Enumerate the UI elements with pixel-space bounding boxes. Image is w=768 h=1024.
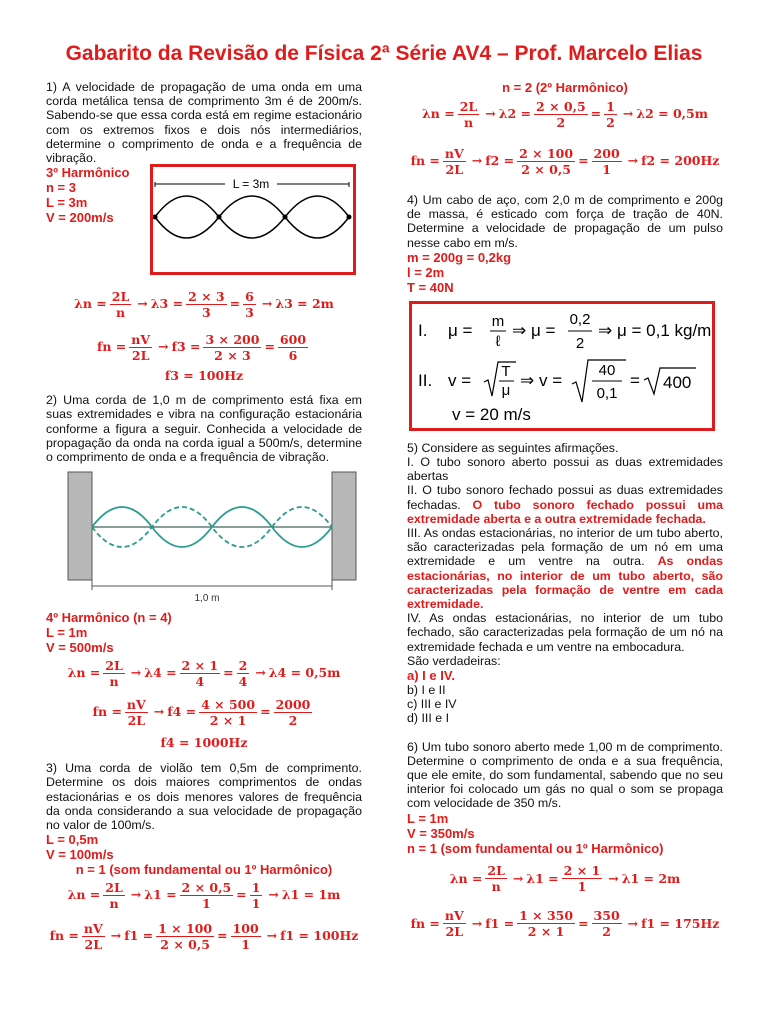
page-title: Gabarito da Revisão de Física 2ª Série AV4 – Prof. Marcelo Elias	[65, 42, 703, 65]
q3-case-n2: n = 2 (2º Harmônico)	[502, 80, 628, 95]
svg-text:2: 2	[575, 334, 585, 352]
q6-given: L = 1m V = 350m/s n = 1 (som fundamental ou 1º Harmônico)	[407, 810, 664, 856]
q2-wavelength-equation: λn = $\frac{2L}{n}$ → λ4 = $\frac{2 \times 1}{4}$ = $\frac{2}{4}$ → λ4 = 0,5m	[67, 657, 341, 689]
q6-wavelength-equation: λn = $\frac{2L}{n}$ → λ1 = $\frac{2 \times 1}{1}$ → λ1 = 2m	[449, 863, 681, 895]
q2-standing-wave-figure	[46, 470, 362, 610]
q1-wavelength-equation: λn = $\frac{2L}{n}$ → λ3 = $\frac{2 \times 3}{3}$ = $\frac{6}{3}$ → λ3 = 2m	[74, 288, 334, 320]
q1-frequency-equation: fn = $\frac{nV}{2L}$ → f3 = $\frac{3 \times 200}{2 \times 3}$ = $\frac{600}{6}$	[96, 331, 307, 363]
svg-text:II.: II.	[418, 370, 433, 390]
q5-intro: 5) Considere as seguintes afirmações.	[407, 440, 619, 455]
question-5	[407, 441, 723, 726]
q5-statement-i: I. O tubo sonoro aberto possui as duas extremidades abertas	[407, 455, 723, 484]
q2-wave-diagram	[46, 470, 362, 610]
q5-option-c: c) III e IV	[407, 697, 457, 712]
q5-option-a-correct: a) I e IV.	[407, 668, 455, 684]
svg-text:m: m	[491, 312, 505, 330]
question-3-text: 3) Uma corda de violão tem 0,5m de comprimento. Determine os dois maiores comprimentos de ondas estacionárias e os dois menores valores de frequência da onda considerando a sua velocidade de propagação no valor de 100m/s.	[46, 761, 362, 833]
q3-wavelength-equation-n1: λn = $\frac{2L}{n}$ → λ1 = $\frac{2 \times 0,5}{1}$ = $\frac{1}{1}$ → λ1 = 1m	[67, 879, 341, 911]
q5-ask: São verdadeiras:	[407, 653, 501, 668]
q5-statement-iv: IV. As ondas estacionárias, no interior de um tubo fechado, são caracterizadas pela formação de um nó na extremidade fechada e um ventre na embocadura.	[407, 611, 723, 654]
q3-given: L = 0,5m V = 100m/s	[46, 832, 114, 863]
svg-text:μ: μ	[501, 381, 511, 399]
q1-wave-diagram	[153, 167, 353, 272]
q1-standing-wave-figure	[150, 164, 356, 275]
q2-frequency-result: f4 = 1000Hz	[160, 735, 248, 751]
q5-correction-iii: As ondas estacionárias, no interior de um tubo aberto, são caracterizadas pela formação de ventre em cada extremidade.	[407, 554, 724, 612]
q3-frequency-equation-n1: fn = $\frac{nV}{2L}$ → f1 = $\frac{1 \times 100}{2 \times 0,5}$ = $\frac{100}{1}$ → f1 = 100Hz	[49, 920, 359, 952]
svg-text:ℓ: ℓ	[495, 332, 501, 350]
q5-statement-iii: III. As ondas estacionárias, no interior de um tubo aberto, são caracterizadas pela formação de um nó em uma extremidade e um ventre na outra. As ondas estacionárias, no interior de um tubo aberto, são caracterizadas pela formação de ventre em cada extremidade.	[407, 526, 724, 612]
q5-option-b: b) I e II	[407, 683, 446, 698]
svg-text:=: =	[630, 370, 640, 390]
svg-text:⇒ μ = 0,1 kg/m: ⇒ μ = 0,1 kg/m	[598, 320, 712, 340]
question-4-text: 4) Um cabo de aço, com 2,0 m de comprimento e 200g de massa, é esticado com força de tração de 40N. Determine a velocidade de propagação de um pulso nesse cabo em m/s.	[407, 193, 723, 250]
svg-text:T: T	[501, 362, 511, 380]
q4-solution-math	[412, 304, 712, 428]
q4-given: m = 200g = 0,2kg l = 2m T = 40N	[407, 249, 512, 295]
question-6-text: 6) Um tubo sonoro aberto mede 1,00 m de comprimento. Determine o comprimento de onda e a sua frequência, que ele emite, do som fundamental, sabendo que no seu interior foi colocado um gás no qual o som se propaga com velocidade de 350 m/s.	[407, 739, 723, 811]
q2-frequency-equation: fn = $\frac{nV}{2L}$ → f4 = $\frac{4 \times 500}{2 \times 1}$ = $\frac{2000}{2}$	[92, 696, 311, 728]
q3-case-n1: n = 1 (som fundamental ou 1º Harmônico)	[75, 862, 333, 878]
right-column	[407, 80, 723, 944]
svg-text:40: 40	[598, 361, 616, 379]
q5-statement-ii: II. O tubo sonoro fechado possui as duas extremidades fechadas. O tubo sonoro fechado possui uma extremidade aberta e a outra extremidade fechada.	[407, 483, 723, 526]
q1-frequency-result: f3 = 100Hz	[164, 368, 244, 384]
svg-text:⇒ v =: ⇒ v =	[520, 370, 563, 390]
question-1-text: 1) A velocidade de propagação de uma onda em uma corda metálica tensa de comprimento 3m é de 200m/s. Sabendo-se que essa corda está em regime estacionário com os extremos fixos e dois nós intermediários, determine o comprimento de onda e a frequência de vibração.	[46, 80, 362, 166]
left-column	[46, 80, 362, 955]
q1-given: 3º Harmônico n = 3 L = 3m V = 200m/s	[46, 165, 130, 226]
question-2-text: 2) Uma corda de 1,0 m de comprimento está fixa em suas extremidades e vibra na configuração estacionária conforme a figura a seguir. Conhecida a velocidade de propagação da onda na corda igual a 500m/s, determine o comprimento de onda e a frequência de vibração.	[46, 393, 362, 465]
q4-solution-box	[409, 301, 715, 431]
q1-length-label: L = 3m	[232, 177, 270, 192]
svg-text:v =: v =	[448, 370, 472, 390]
q3-frequency-equation-n2: fn = $\frac{nV}{2L}$ → f2 = $\frac{2 \times 100}{2 \times 0,5}$ = $\frac{200}{1}$ → f2 = 200Hz	[410, 145, 720, 177]
q5-correction-ii: O tubo sonoro fechado possui uma extremidade aberta e a outra extremidade fechada.	[407, 497, 723, 526]
q5-option-d: d) III e I	[407, 711, 450, 726]
svg-text:v = 20 m/s: v = 20 m/s	[452, 404, 531, 424]
q2-given: 4º Harmônico (n = 4) L = 1m V = 500m/s	[46, 610, 172, 656]
q3-wavelength-equation-n2: λn = $\frac{2L}{n}$ → λ2 = $\frac{2 \times 0,5}{2}$ = $\frac{1}{2}$ → λ2 = 0,5m	[422, 98, 708, 130]
svg-text:I.: I.	[418, 320, 428, 340]
svg-text:0,1: 0,1	[596, 384, 618, 402]
q6-frequency-equation: fn = $\frac{nV}{2L}$ → f1 = $\frac{1 \times 350}{2 \times 1}$ = $\frac{350}{2}$ → f1 = 175Hz	[410, 908, 720, 940]
svg-text:μ =: μ =	[448, 320, 473, 340]
svg-text:⇒ μ =: ⇒ μ =	[512, 320, 556, 340]
q2-length-label: 1,0 m	[194, 593, 220, 605]
q1-answer-block	[46, 165, 362, 285]
svg-text:400: 400	[663, 372, 692, 392]
svg-text:0,2: 0,2	[569, 310, 591, 328]
